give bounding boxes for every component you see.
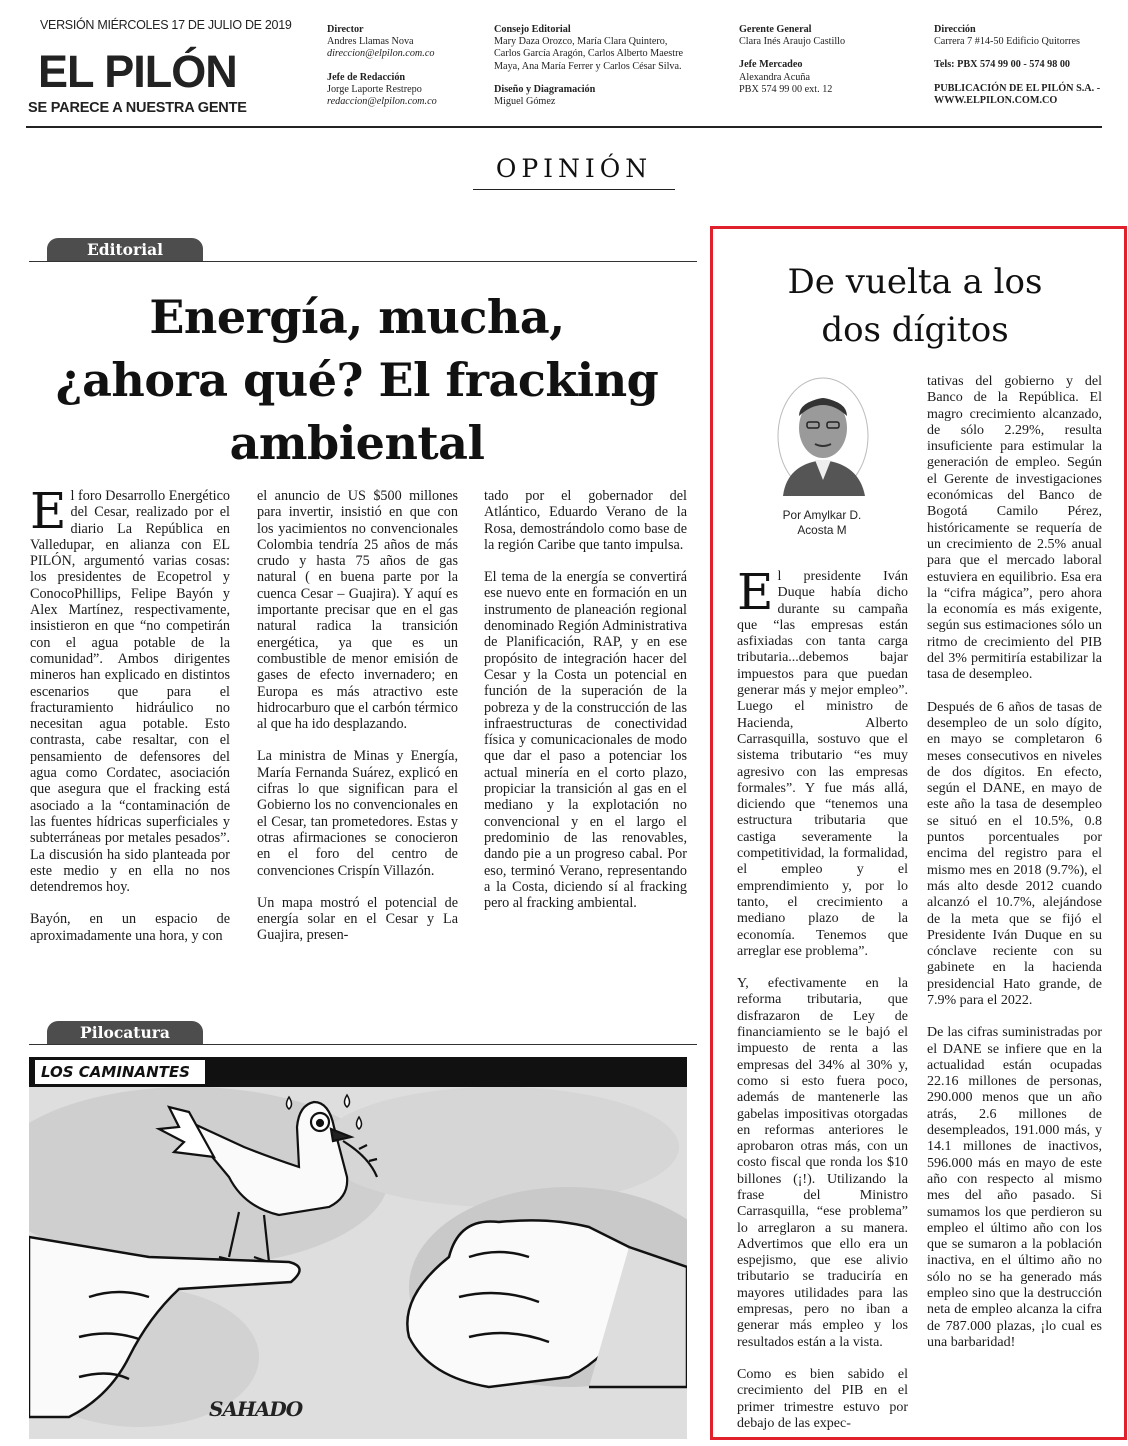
staff-role: Jefe Mercadeo bbox=[739, 59, 803, 71]
staff-name: Clara Inés Araujo Castillo bbox=[739, 36, 846, 48]
edition-date: VERSIÓN MIÉRCOLES 17 DE JULIO DE 2019 bbox=[40, 18, 292, 32]
column-body-1 bbox=[737, 563, 908, 1446]
newspaper-logo[interactable]: EL PILÓN bbox=[38, 46, 237, 97]
cartoon-illustration bbox=[29, 1057, 687, 1439]
paragraph: Como es bien sabido el crecimiento del PIB en el primer trimestre estuvo por debajo de las expec- bbox=[737, 1366, 908, 1431]
paragraph: De las cifras suministradas por el DANE se infiere que en la actualidad están ocupadas 22.16 millones de personas, 290.000 menos que un año atrás, 2.6 millones de desempleados, 191.000 más, y 14.1 millones de inactivos, 596.000 más en mayo de este año con respecto al mismo mes del año pasado. Si sumamos los que perdieron su empleo el último año con los que se sumaron a la población inactiva, en el último año no sólo no se ha generado más empleo sino que la destrucción neta de empleo alcanza la cifra de 787.000 plazas, ¡lo cual es una barbaridad! bbox=[927, 1025, 1102, 1350]
column-title bbox=[715, 258, 1115, 354]
staff-role: Gerente General bbox=[739, 24, 812, 35]
column-title-line: De vuelta a los bbox=[787, 262, 1043, 302]
editorial-headline bbox=[28, 286, 686, 475]
staff-column-direccion bbox=[934, 24, 1100, 107]
headline-line: Energía, mucha, bbox=[149, 290, 565, 344]
staff-name: Carlos García Aragón, Carlos Alberto Maestre bbox=[494, 48, 683, 60]
column-byline bbox=[752, 508, 892, 538]
byline-line: Por Amylkar D. bbox=[782, 508, 862, 522]
byline-line: Acosta M bbox=[797, 523, 847, 537]
staff-phone: PBX 574 99 00 ext. 12 bbox=[739, 83, 833, 95]
staff-name: Jorge Laporte Restrepo bbox=[327, 83, 422, 95]
section-title: OPINIÓN bbox=[495, 154, 653, 183]
paragraph: tado por el gobernador del Atlántico, Eduardo Verano de la Rosa, demostrándolo como base de la región Caribe que tanto impulsa. bbox=[484, 488, 687, 553]
paragraph: El tema de la energía se convertirá ese nuevo ente en formación en un instrumento de planeación regional denominado Región Administrativa de Planificación, RAP, y en ese propósito de integración hacer del Cesar y la Costa un potencial en función de la superación de la pobreza y de la construcción de las infraestructuras de conectividad física y comunicacionales de modo que dar el paso a potenciar los actual minería en el corto plazo, propiciar la transición al gas en el mediano y la explotación no convencional y en el largo el predominio de las renovables, dando pie a un progreso cabal. Por eso, terminó Verano, representando a la Costa, diciendo sí al fracking pero al fracking ambiental. bbox=[484, 569, 687, 912]
phones: Tels: PBX 574 99 00 - 574 98 00 bbox=[934, 59, 1071, 71]
paragraph: El presidente Iván Duque había dicho durante su campaña que “las empresas están asfixiadas con tanta carga tributaria...debemos bajar impuestos para que puedan generar más y mejor empleo”. Luego el ministro de Hacienda, Alberto Carrasquilla, sostuvo que el sistema tributario “es muy agresivo con las empresas formales”. Y fue más allá, diciendo que “tenemos una estructura tributaria que castiga severamente la competitividad, la formalidad, el empleo y el emprendimiento y, por lo tanto, el crecimiento a mediano plazo de la economía. Tenemos que arreglar ese problema”. bbox=[737, 563, 908, 959]
column-body-2 bbox=[927, 374, 1102, 1367]
staff-column-gerencia bbox=[739, 24, 845, 96]
section-title-underline bbox=[473, 189, 675, 190]
staff-name: Miguel Gómez bbox=[494, 96, 556, 108]
paragraph: Un mapa mostró el potencial de energía solar en el Cesar y La Guajira, presen- bbox=[257, 894, 458, 944]
staff-column-director bbox=[327, 24, 437, 108]
staff-role: Dirección bbox=[934, 24, 976, 35]
staff-name: Mary Daza Orozco, María Clara Quintero, bbox=[494, 36, 668, 48]
editorial-column-3 bbox=[484, 488, 687, 927]
paragraph: La ministra de Minas y Energía, María Fernanda Suárez, explicó en cifras lo que significan para el Gobierno los no convencionales en el Cesar, tan prometedores. Estas y otras afirmaciones se conocieron en el foro del centro de convenciones Crispín Villazón. bbox=[257, 748, 458, 879]
publisher: PUBLICACIÓN DE EL PILÓN S.A. - bbox=[934, 82, 1101, 94]
drop-cap: E bbox=[30, 482, 67, 540]
staff-role: Director bbox=[327, 24, 364, 35]
staff-name: Andres Llamas Nova bbox=[327, 36, 414, 48]
staff-column-consejo bbox=[494, 24, 683, 108]
staff-name: Maya, Ana María Ferrer y Carlos César Silva. bbox=[494, 60, 682, 72]
cartoon bbox=[29, 1057, 687, 1439]
pilocatura-tab[interactable]: Pilocatura bbox=[47, 1021, 203, 1045]
drop-cap: E bbox=[737, 563, 774, 621]
staff-role: Consejo Editorial bbox=[494, 24, 571, 35]
author-photo bbox=[777, 376, 869, 496]
masthead-divider bbox=[26, 126, 1102, 128]
pilocatura-tab-rule bbox=[29, 1044, 697, 1045]
staff-role: Diseño y Diagramación bbox=[494, 83, 596, 95]
column-title-line: dos dígitos bbox=[821, 310, 1009, 350]
address: Carrera 7 #14-50 Edificio Quitorres bbox=[934, 36, 1080, 48]
staff-email[interactable]: direccion@elpilon.com.co bbox=[327, 48, 435, 60]
masthead bbox=[26, 14, 1102, 130]
staff-role: Jefe de Redacción bbox=[327, 71, 406, 83]
editorial-column-1 bbox=[30, 482, 230, 960]
staff-name: Alexandra Acuña bbox=[739, 71, 810, 83]
staff-email[interactable]: redaccion@elpilon.com.co bbox=[327, 96, 437, 108]
paragraph: Después de 6 años de tasas de desempleo de un solo dígito, en mayo se completaron 6 meses consecutivos en niveles de dos dígitos. En efecto, según el DANE, en mayo de este año la tasa de desempleo se situó en el 10.5%, 0.8 puntos porcentuales por encima del registro para el mismo mes en 2018 (9.7%), el más alto desde 2012 cuando alcanzó el 10.7%, alejándose de la meta que se fijó el Presidente Iván Duque en su cónclave reciente con su gabinete en la hacienda presidencial Hato grande, de 7.9% para el 2022. bbox=[927, 699, 1102, 1008]
paragraph: Y, efectivamente en la reforma tributaria, que disfrazaron de Ley de financiamiento se le bajó el impuesto de renta a las empresas del 34% al 30% y, como si esto fuera poco, además de mantenerle las gabelas impositivas otorgadas en reformas anteriores le aprobaron otras más, con un costo fiscal que ronda los $10 billones (¡!). Utilizando la frase del Ministro Carrasquilla, “ese problema” lo arreglaron a su manera. Advertimos que ello era un espejismo, que ese alivio tributario se traduciría en mayores utilidades para las empresas, pero no iban a generar más empleo y los resultados están a la vista. bbox=[737, 976, 908, 1350]
tagline: SE PARECE A NUESTRA GENTE bbox=[28, 100, 247, 116]
editorial-tab[interactable]: Editorial bbox=[47, 238, 203, 262]
website-link[interactable]: WWW.ELPILON.COM.CO bbox=[934, 94, 1058, 106]
headline-line: ambiental bbox=[229, 416, 485, 470]
cartoonist-signature: SAHADO bbox=[209, 1397, 303, 1421]
headline-line: ¿ahora qué? El fracking bbox=[55, 353, 659, 407]
paragraph: El foro Desarrollo Energético del Cesar, realizado por el diario La República en Valledupar, en alianza con EL PILÓN, argumentó varias cosas: los presidentes de Ecopetrol y ConocoPhillips, Felipe Bayón y Alex Martínez, respectivamente, insistieron en que “no competirán con el agua potable de la comunidad”. Ambos dirigentes mineros han explicado en distintos escenarios que para el fracturamiento hidráulico no necesitan agua potable. Esto contrasta, cabe resaltar, con el pensamiento de defensores del agua como Cordatec, asociación que asegura que el fracking está asociado a la “contaminación de las fuentes hídricas superficiales y subterráneas por metales pesados”. La discusión ha sido planteada por este medio y en ella no nos detendremos hoy. bbox=[30, 482, 230, 896]
editorial-tab-rule bbox=[29, 261, 697, 262]
paragraph: Bayón, en un espacio de aproximadamente una hora, y con bbox=[30, 911, 230, 944]
paragraph: el anuncio de US $500 millones para invertir, insistió en que con los yacimientos no convencionales Colombia tendría 25 años de más crudo y hasta 75 años de gas natural ( en buena parte por la cuenca Cesar – Guajira). Y aquí es importante precisar que en el gas natural radica la transición energética, ya que es un combustible de menor emisión de gases de efecto invernadero; en Europa es más atractivo este hidrocarburo que el carbón térmico al que ha ido desplazando. bbox=[257, 488, 458, 733]
cartoon-title: LOS CAMINANTES bbox=[35, 1060, 205, 1084]
editorial-column-2 bbox=[257, 488, 458, 960]
paragraph: tativas del gobierno y del Banco de la República. El magro crecimiento alcanzado, de sólo 2.29%, resulta insuficiente para estimular la generación de empleo. Según el Gerente de investigaciones económicas del Banco de Bogotá Camilo Pérez, históricamente se requería de un crecimiento de 2.5% anual para que el mercado laboral estuviera en equilibrio. Esa era la “cifra mágica”, pero ahora la economía es más exigente, según sus estimaciones sólo un ritmo de crecimiento del PIB del 3% permitiría estabilizar la tasa de desempleo. bbox=[927, 374, 1102, 683]
